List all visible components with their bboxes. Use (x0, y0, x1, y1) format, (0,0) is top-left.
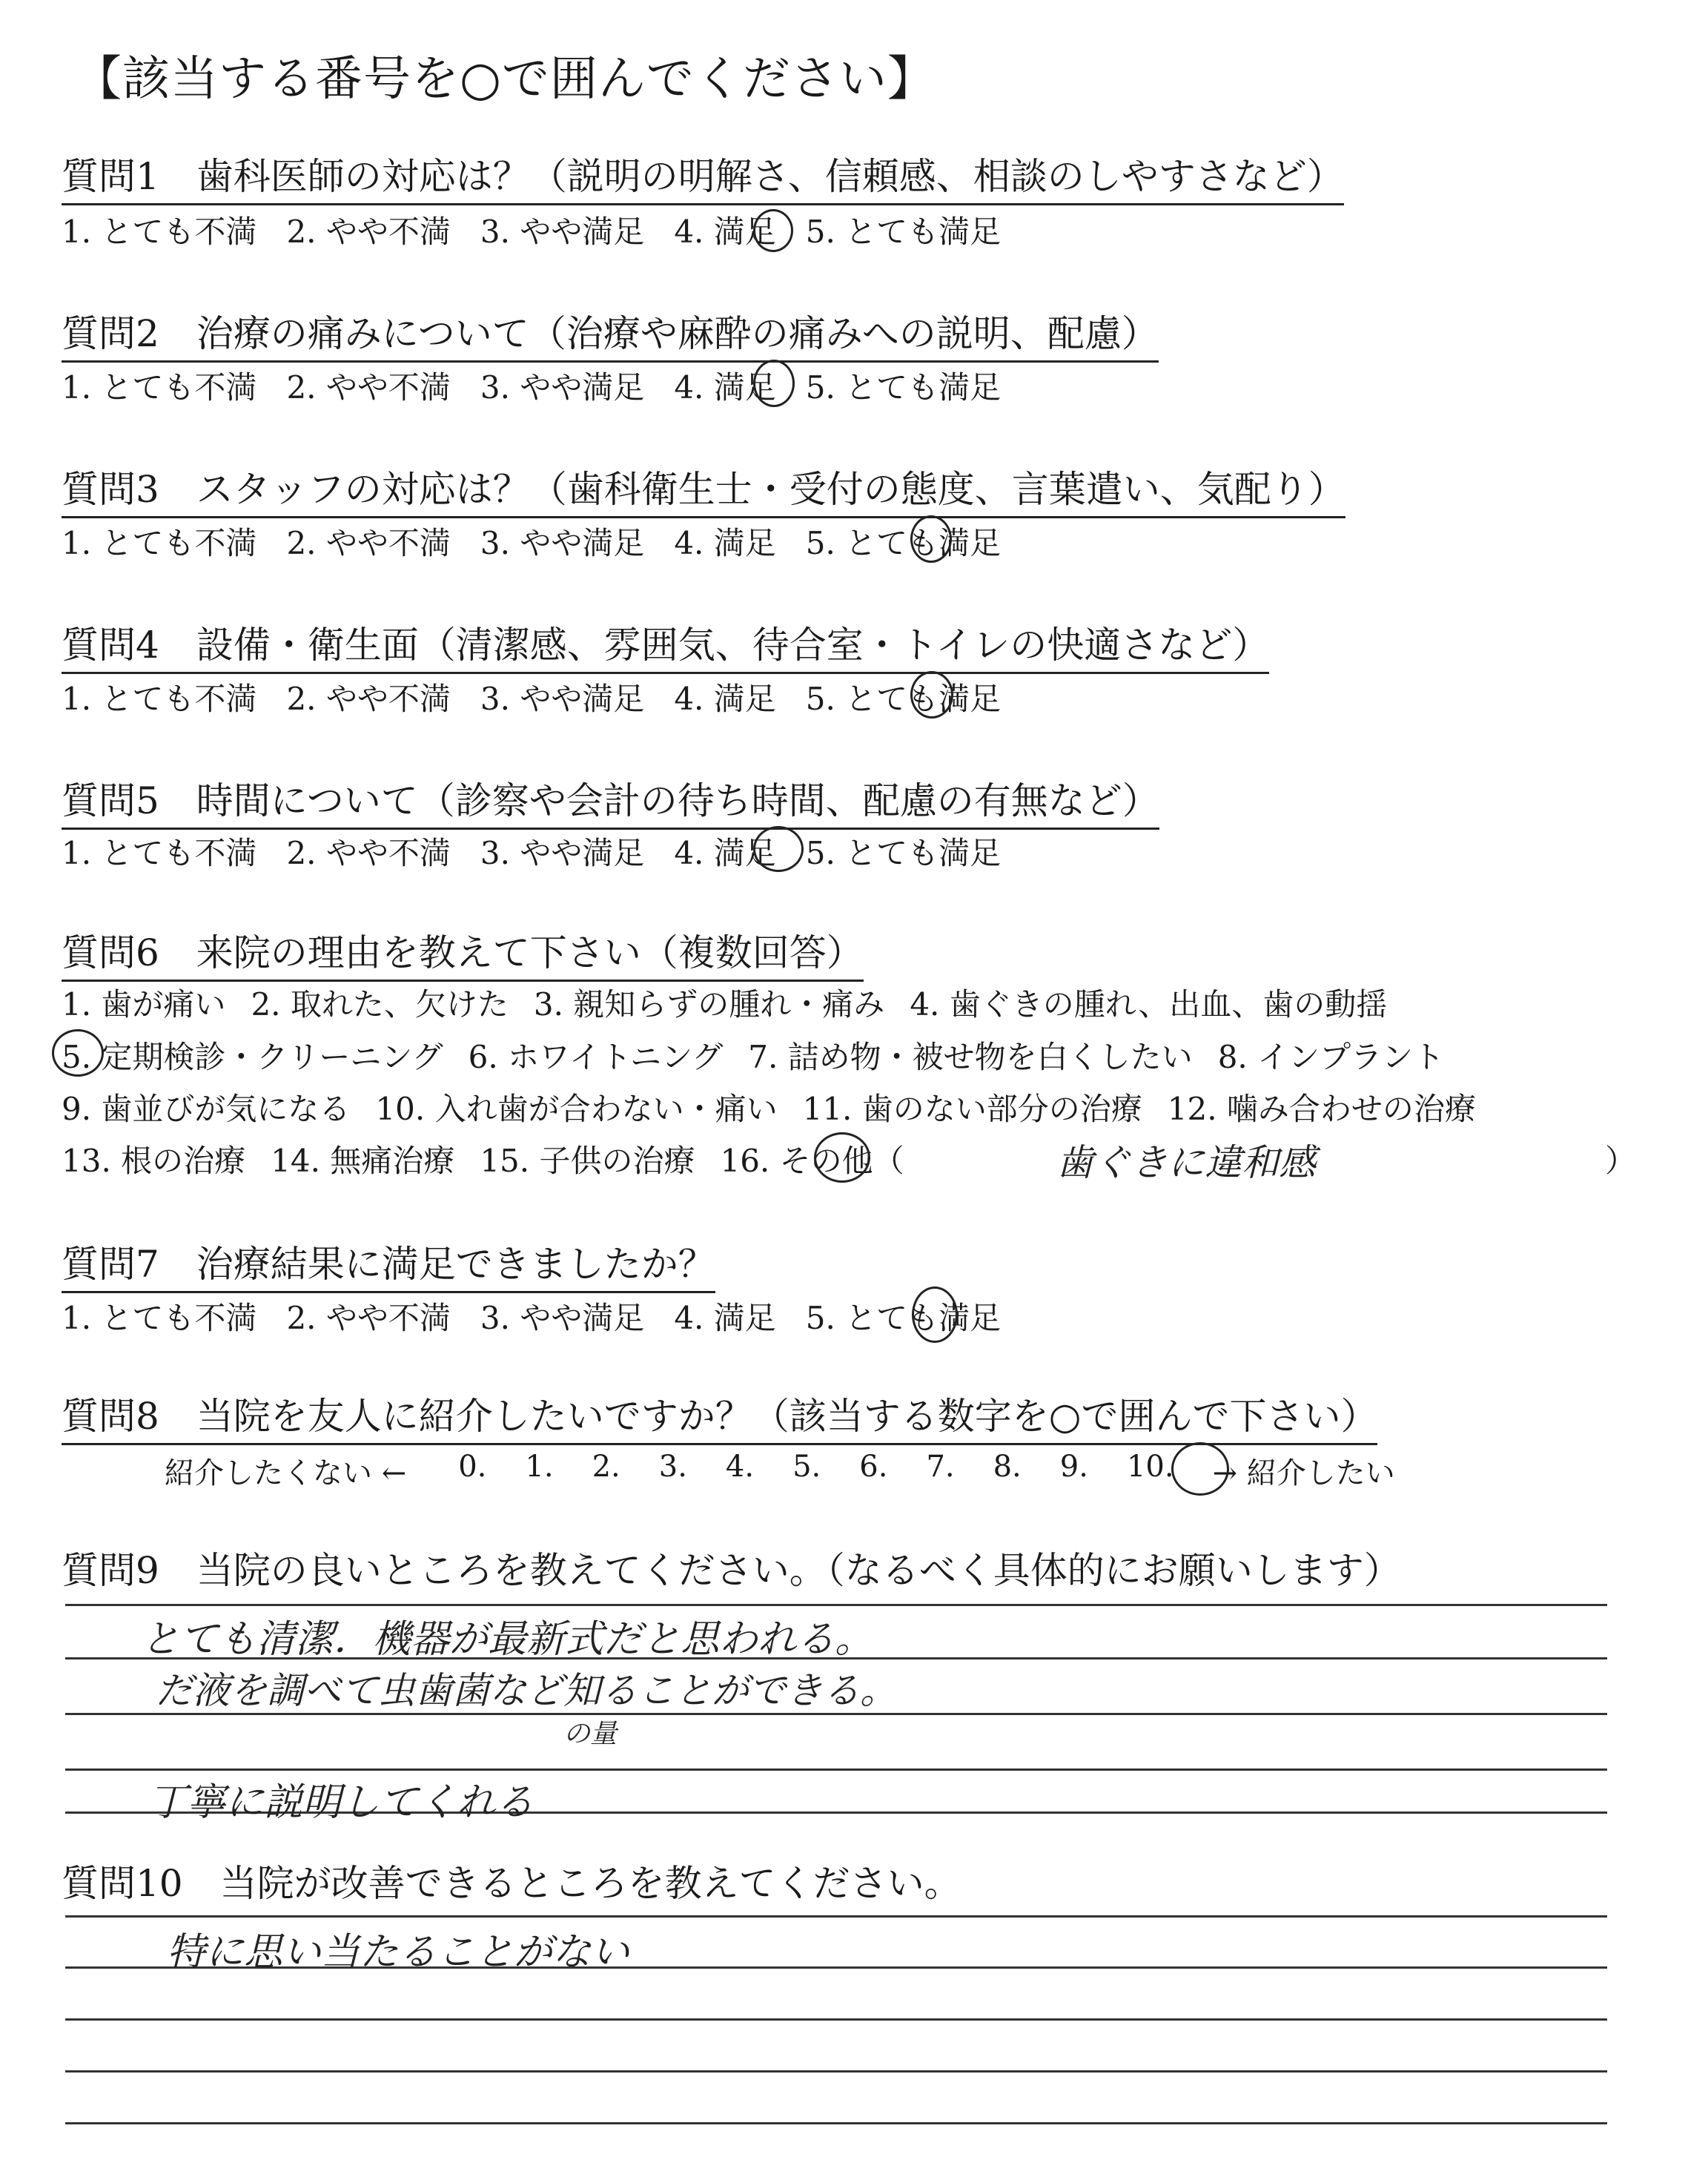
reason-option[interactable]: 15. 子供の治療 (480, 1143, 695, 1179)
option-5[interactable]: 5. とても満足 (805, 835, 1002, 871)
reason-option[interactable]: 13. 根の治療 (62, 1143, 246, 1179)
option-1[interactable]: 1. とても不満 (62, 1300, 257, 1336)
q10-answer-line-1: 特に思い当たることがない (167, 1930, 630, 1975)
answer-line (65, 2070, 1607, 2073)
q9-answer-line-3: 丁寧に説明してくれる (148, 1780, 534, 1825)
score-option[interactable]: 7. (926, 1450, 955, 1484)
answer-line (65, 2018, 1607, 2021)
reason-option[interactable]: 1. 歯が痛い (62, 986, 226, 1023)
question-5-options (62, 829, 1030, 873)
option-4-selected[interactable]: 4. 満足 (674, 369, 776, 406)
score-option[interactable]: 5. (792, 1450, 821, 1484)
question-6-row-4 (62, 1137, 930, 1181)
question-4-options (62, 675, 1030, 719)
option-1[interactable]: 1. とても不満 (62, 214, 257, 250)
question-6-title: 質問6 来院の理由を教えて下さい（複数回答） (62, 923, 864, 982)
question-8-title: 質問8 当院を友人に紹介したいですか？（該当する数字を○で囲んで下さい） (62, 1387, 1377, 1445)
option-2[interactable]: 2. やや不満 (286, 835, 451, 871)
question-7-title: 質問7 治療結果に満足できましたか？ (62, 1235, 715, 1293)
selection-circle (753, 360, 795, 407)
question-1-options (62, 208, 1030, 252)
scale-right-label: → 紹介したい (1212, 1456, 1395, 1490)
option-3[interactable]: 3. やや満足 (480, 835, 645, 871)
option-1[interactable]: 1. とても不満 (62, 525, 257, 561)
reason-option[interactable]: 14. 無痛治療 (271, 1143, 455, 1179)
option-5-selected[interactable]: 5. とても満足 (805, 681, 1002, 717)
question-2-options (62, 363, 1030, 408)
option-2[interactable]: 2. やや不満 (286, 525, 451, 561)
question-1-title: 質問1 歯科医師の対応は？（説明の明解さ、信頼感、相談のしやすさなど） (62, 147, 1344, 205)
score-option[interactable]: 4. (725, 1450, 755, 1484)
reason-option[interactable]: 10. 入れ歯が合わない・痛い (375, 1091, 778, 1127)
reason-option[interactable]: 2. 取れた、欠けた (251, 986, 509, 1023)
answer-line (65, 1915, 1607, 1918)
option-3[interactable]: 3. やや満足 (480, 214, 645, 250)
other-reason-handwritten: 歯ぐきに違和感 (1056, 1141, 1316, 1184)
answer-line (65, 2122, 1607, 2124)
option-4-selected[interactable]: 4. 満足 (674, 214, 776, 250)
option-2[interactable]: 2. やや不満 (286, 369, 451, 406)
option-5[interactable]: 5. とても満足 (805, 214, 1002, 250)
question-6-row-3 (62, 1085, 1501, 1129)
question-3-options (62, 519, 1030, 564)
reason-option[interactable]: 7. 詰め物・被せ物を白くしたい (748, 1039, 1193, 1075)
selection-circle (753, 209, 793, 252)
option-3[interactable]: 3. やや満足 (480, 525, 645, 561)
selection-circle (910, 515, 952, 563)
option-2[interactable]: 2. やや不満 (286, 681, 451, 717)
question-3-title: 質問3 スタッフの対応は？（歯科衛生士・受付の態度、言葉遣い、気配り） (62, 460, 1345, 518)
other-close-paren: ） (1605, 1143, 1637, 1179)
question-9-title: 質問9 当院の良いところを教えてください。（なるべく具体的にお願いします） (62, 1549, 1401, 1592)
reason-option[interactable]: 3. 親知らずの腫れ・痛み (533, 986, 885, 1023)
reason-option-selected[interactable]: 5. 定期検診・クリーニング (62, 1039, 443, 1075)
selection-circle (912, 1287, 958, 1343)
option-4[interactable]: 4. 満足 (674, 525, 776, 561)
score-option-selected[interactable]: 10. (1126, 1450, 1174, 1484)
selection-circle (814, 1132, 870, 1183)
question-10-title: 質問10 当院が改善できるところを教えてください。 (62, 1862, 961, 1905)
option-4-selected[interactable]: 4. 満足 (674, 835, 776, 871)
score-option[interactable]: 2. (592, 1450, 620, 1484)
question-5-title: 質問5 時間について（診察や会計の待ち時間、配慮の有無など） (62, 771, 1159, 830)
option-3[interactable]: 3. やや満足 (480, 681, 645, 717)
q9-answer-line-1: とても清潔．機器が最新式だと思われる。 (141, 1617, 874, 1662)
selection-circle (910, 671, 953, 719)
option-5[interactable]: 5. とても満足 (805, 369, 1002, 406)
option-1[interactable]: 1. とても不満 (62, 835, 257, 871)
question-2-title: 質問2 治療の痛みについて（治療や麻酔の痛みへの説明、配慮） (62, 304, 1159, 363)
option-3[interactable]: 3. やや満足 (480, 1300, 645, 1336)
reason-option-selected[interactable]: 16. その他（ (720, 1143, 904, 1179)
score-option[interactable]: 8. (993, 1450, 1022, 1484)
score-option[interactable]: 0. (458, 1450, 487, 1484)
question-8-scale (165, 1450, 1434, 1492)
question-6-row-1 (62, 980, 1412, 1025)
question-7-options (62, 1294, 1030, 1338)
score-option[interactable]: 6. (859, 1450, 888, 1484)
scale-left-label: 紹介したくない ← (165, 1456, 407, 1490)
reason-option[interactable]: 9. 歯並びが気になる (62, 1091, 351, 1127)
q9-answer-line-2: だ液を調べて虫歯菌など知ることができる。 (156, 1669, 897, 1712)
option-5-selected[interactable]: 5. とても満足 (805, 525, 1002, 561)
reason-option[interactable]: 8. インプラント (1217, 1039, 1445, 1075)
option-4[interactable]: 4. 満足 (674, 1300, 776, 1336)
selection-circle (753, 826, 804, 872)
reason-option[interactable]: 11. 歯のない部分の治療 (802, 1091, 1142, 1127)
option-5-selected[interactable]: 5. とても満足 (805, 1300, 1002, 1336)
reason-option[interactable]: 6. ホワイトニング (468, 1039, 724, 1075)
option-1[interactable]: 1. とても不満 (62, 369, 257, 406)
score-option[interactable]: 3. (658, 1450, 687, 1484)
q9-insertion-note: の量 (563, 1719, 618, 1749)
option-1[interactable]: 1. とても不満 (62, 681, 257, 717)
selection-circle (1171, 1442, 1229, 1496)
reason-option[interactable]: 12. 噛み合わせの治療 (1167, 1091, 1476, 1127)
selection-circle (52, 1029, 104, 1077)
answer-line (65, 1604, 1607, 1606)
option-2[interactable]: 2. やや不満 (286, 214, 451, 250)
reason-option[interactable]: 4. 歯ぐきの腫れ、出血、歯の動揺 (910, 986, 1388, 1023)
option-3[interactable]: 3. やや満足 (480, 369, 645, 406)
question-4-title: 質問4 設備・衛生面（清潔感、雰囲気、待合室・トイレの快適さなど） (62, 615, 1269, 674)
score-option[interactable]: 1. (525, 1450, 554, 1484)
question-6-row-2 (62, 1033, 1469, 1077)
option-2[interactable]: 2. やや不満 (286, 1300, 451, 1336)
score-option[interactable]: 9. (1059, 1450, 1088, 1484)
page-title: 【該当する番号を○で囲んでください】 (74, 52, 936, 107)
option-4[interactable]: 4. 満足 (674, 681, 776, 717)
